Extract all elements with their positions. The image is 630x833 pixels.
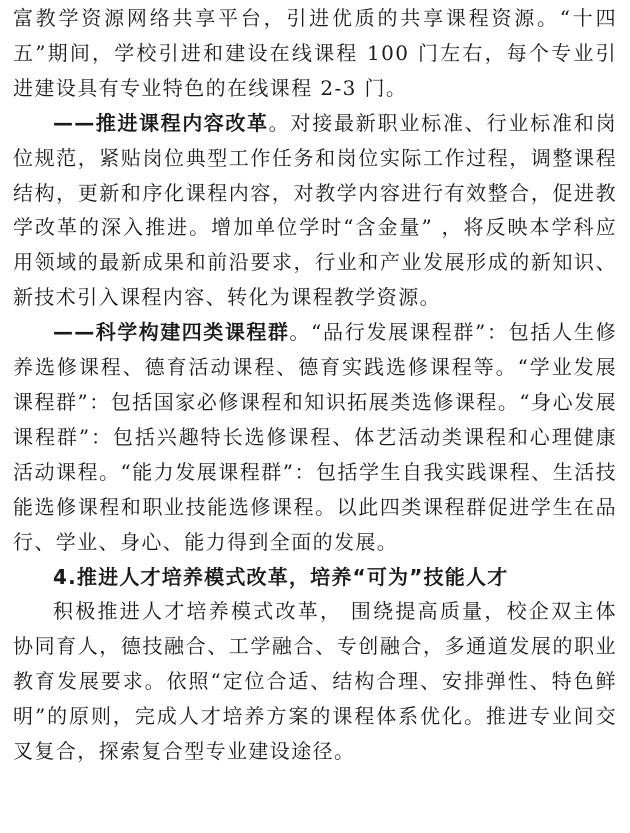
paragraph-lead-four-course-groups: ——科学构建四类课程群 bbox=[53, 320, 290, 345]
paragraph-online-courses: 富教学资源网络共享平台，引进优质的共享课程资源。“十四五”期间，学校引进和建设在线课程 100 门左右，每个专业引进建设具有专业特色的在线课程 2-3 门。 bbox=[13, 6, 617, 100]
paragraph-lead-course-content-reform: ——推进课程内容改革 bbox=[53, 110, 269, 135]
paragraph-talent-training-reform: 积极推进人才培养模式改革， 围绕提高质量，校企双主体协同育人，德技融合、工学融合、专创融合，多通道发展的职业教育发展要求。依照“定位合适、结构合理、安排弹性、特色鲜明”的原则，完成人才培养方案的课程体系优化。推进专业间交叉复合，探索复合型专业建设途径。 bbox=[13, 599, 617, 764]
paragraph-four-course-groups bbox=[13, 315, 617, 559]
paragraph-course-content-reform bbox=[13, 106, 617, 315]
paragraph-body-course-content-reform: 。对接最新职业标准、行业标准和岗位规范，紧贴岗位典型工作任务和岗位实际工作过程，调整课程结构，更新和序化课程内容，对教学内容进行有效整合，促进教学改革的深入推进。增加单位学时“含金量” ，将反映本学科应用领域的最新成果和前沿要求，行业和产业发展形成的新知识、新技术引入课程内容、转化为课程教学资源。 bbox=[13, 110, 618, 310]
paragraph-body-four-course-groups: 。“品行发展课程群”：包括人生修养选修课程、德育活动课程、德育实践选修课程等。“学业发展课程群”：包括国家必修课程和知识拓展类选修课程。“身心发展课程群”：包括兴趣特长选修课程、体艺活动类课程和心理健康活动课程。“能力发展课程群”：包括学生自我实践课程、生活技能选修课程和职业技能选修课程。以此四类课程群促进学生在品行、学业、身心、能力得到全面的发展。 bbox=[13, 320, 617, 554]
section-heading-talent-training: 4.推进人才培养模式改革，培养“可为”技能人才 bbox=[53, 564, 509, 589]
